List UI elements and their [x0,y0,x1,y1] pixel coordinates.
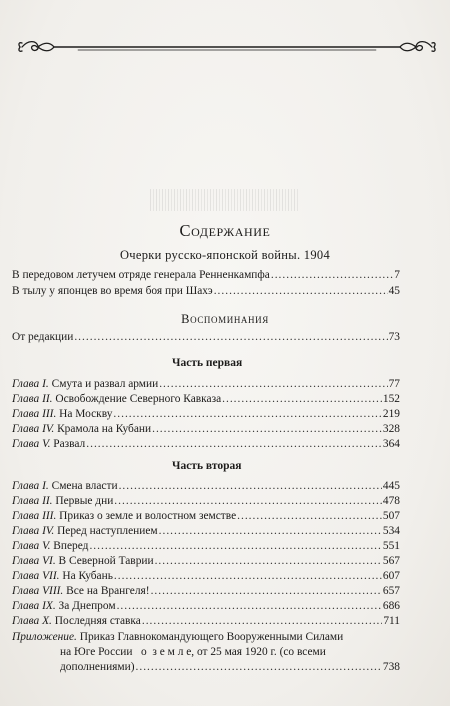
toc-entry [12,494,400,509]
toc-entry [12,268,400,283]
chapter-number: Глава IX. [12,600,56,612]
leader-dots [151,584,382,599]
page-number: 507 [382,510,400,522]
entry-title: В тылу у японцев во время боя при Шахэ [12,285,213,297]
page-number: 219 [382,408,400,420]
leader-dots [119,479,382,494]
toc-entry [12,392,400,407]
chapter-number: Глава I. [12,480,49,492]
section-title-essays: Очерки русско-японской войны. 1904 [119,248,330,262]
leader-dots [74,330,387,345]
chapter-title: На Москву [59,408,113,420]
page-number: 45 [388,285,400,297]
chapter-number: Глава I. [12,378,49,390]
page-number: 77 [388,378,400,390]
appendix-text: Приказ Главнокомандующего Вооруженными Силами [79,631,344,643]
page-number: 686 [382,600,400,612]
page-number: 152 [382,393,400,405]
toc-entry [12,479,400,494]
chapter-number: Глава X. [12,615,52,627]
page-number: 711 [383,615,400,627]
leader-dots [152,422,382,437]
appendix-line-2: на Юге России о з е м л е, от 25 мая 1920 г. (со всеми [60,646,326,658]
chapter-title: Вперед [53,540,89,552]
chapter-title: Приказ о земле и волостном земстве [59,510,237,522]
leader-dots [142,614,382,629]
toc-entry [12,584,400,599]
leader-dots [113,407,382,422]
chapter-title: В Северной Таврии [58,555,154,567]
leader-dots [222,392,382,407]
leader-dots [214,284,388,299]
leader-dots [155,554,382,569]
page-number: 607 [382,570,400,582]
chapter-title: Крамола на Кубани [57,423,152,435]
page-number: 551 [382,540,400,552]
chapter-number: Глава IV. [12,525,55,537]
appendix-line-1 [12,630,343,645]
chapter-number: Глава II. [12,393,53,405]
entry-title: От редакции [12,331,74,343]
page-number: 328 [382,423,400,435]
leader-dots [114,494,382,509]
leader-dots [136,660,382,675]
chapter-number: Глава VI. [12,555,56,567]
ornamental-rule [18,38,436,56]
page-number: 657 [382,585,400,597]
toc-entry [12,569,400,584]
page-number: 7 [394,269,400,281]
chapter-number: Глава IV. [12,423,55,435]
chapter-number: Глава VIII. [12,585,64,597]
appendix-label: Приложение. [12,631,77,643]
page-number: 73 [388,331,400,343]
page-number: 445 [382,480,400,492]
page-number: 534 [382,525,400,537]
chapter-title: Последняя ставка [54,615,141,627]
toc-entry [12,614,400,629]
chapter-title: Развал [53,438,86,450]
appendix-line-3 [60,660,400,675]
chapter-title: Первые дни [55,495,114,507]
toc-entry [12,539,400,554]
toc-entry [12,284,400,299]
page-number: 478 [382,495,400,507]
chapter-number: Глава VII. [12,570,60,582]
section-title-memoirs: Воспоминания [181,312,269,326]
toc-entry [12,422,400,437]
chapter-title: Перед наступлением [57,525,158,537]
chapter-number: Глава V. [12,438,51,450]
leader-dots [159,377,387,392]
chapter-title: Смена власти [51,480,118,492]
part-title-second: Часть вторая [172,460,242,472]
leader-dots [89,539,381,554]
toc-entry [12,599,400,614]
page-title: Содержание [179,221,271,240]
page-number: 364 [382,438,400,450]
leader-dots [114,569,382,584]
toc-entry [12,554,400,569]
chapter-title: Смута и развал армии [51,378,159,390]
toc-entry [12,377,400,392]
toc-entry [12,407,400,422]
toc-entry [12,437,400,452]
chapter-number: Глава III. [12,408,57,420]
part-title-first: Часть первая [172,357,243,369]
chapter-title: Освобождение Северного Кавказа [55,393,222,405]
toc-entry [12,524,400,539]
chapter-title: Все на Врангеля! [66,585,150,597]
leader-dots [117,599,382,614]
page-number: 567 [382,555,400,567]
chapter-number: Глава II. [12,495,53,507]
chapter-title: На Кубань [62,570,113,582]
chapter-number: Глава V. [12,540,51,552]
toc-entry [12,509,400,524]
page-number: 738 [382,661,400,673]
chapter-number: Глава III. [12,510,57,522]
entry-title: В передовом летучем отряде генерала Ренненкампфа [12,269,270,281]
chapter-title: За Днепром [58,600,116,612]
leader-dots [271,268,393,283]
leader-dots [159,524,382,539]
leader-dots [237,509,382,524]
leader-dots [86,437,382,452]
appendix-text-end: дополнениями) [60,661,135,673]
toc-entry [12,330,400,345]
